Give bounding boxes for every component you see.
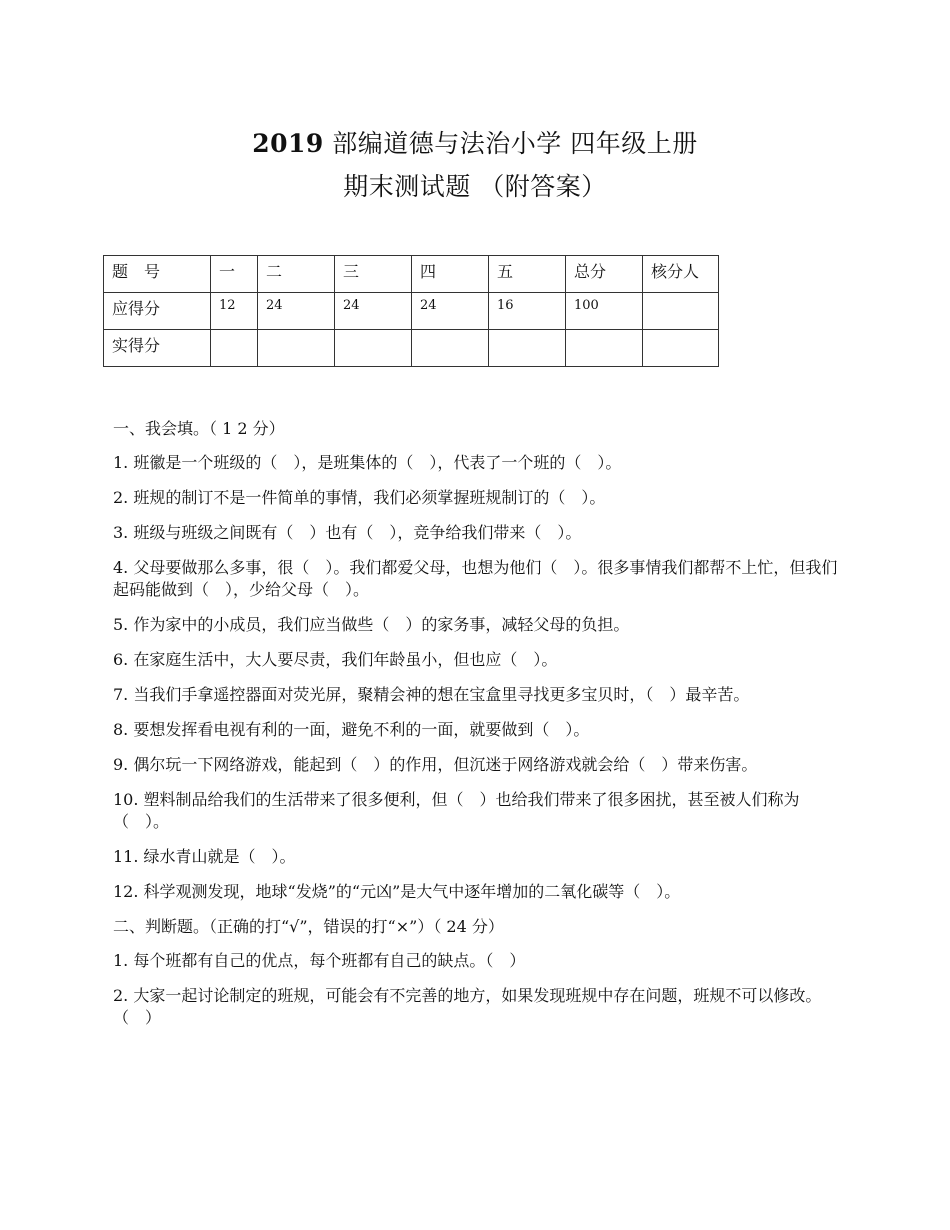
document-title <box>0 122 950 208</box>
table-row-due <box>104 293 719 330</box>
question-item: 8. 要想发挥看电视有利的一面，避免不利的一面，就要做到（ ）。 <box>113 720 590 739</box>
due-score-cell: 16 <box>489 293 566 330</box>
due-score-cell <box>643 293 719 330</box>
title-year: 2019 <box>252 129 324 158</box>
actual-score-cell <box>258 330 335 367</box>
question-item: 5. 作为家中的小成员，我们应当做些（ ）的家务事，减轻父母的负担。 <box>113 615 630 634</box>
header-cell: 二 <box>258 256 335 293</box>
exam-content <box>113 418 838 1042</box>
title-text: 部编道德与法治小学 四年级上册 <box>323 129 698 158</box>
question-item: 2. 班规的制订不是一件简单的事情，我们必须掌握班规制订的（ ）。 <box>113 488 606 507</box>
table-row-actual <box>104 330 719 367</box>
question-item: 11. 绿水青山就是（ ）。 <box>113 847 296 866</box>
section-heading-fill: 一、我会填。（ 1 2 分） <box>113 419 285 438</box>
actual-score-cell <box>489 330 566 367</box>
question-item: 7. 当我们手拿遥控器面对荧光屏，聚精会神的想在宝盒里寻找更多宝贝时，（ ）最辛苦。 <box>113 685 750 704</box>
score-table <box>103 255 719 367</box>
header-cell: 四 <box>412 256 489 293</box>
section-heading-judge: 二、判断题。（正确的打“√”，错误的打“×”）（ 24 分） <box>113 917 504 936</box>
question-item: 12. 科学观测发现，地球“发烧”的“元凶”是大气中逐年增加的二氧化碳等（ ）。 <box>113 882 681 901</box>
actual-score-cell <box>412 330 489 367</box>
row-label-due: 应得分 <box>104 293 211 330</box>
due-score-cell: 12 <box>211 293 258 330</box>
table-header-row <box>104 256 719 293</box>
actual-score-cell <box>211 330 258 367</box>
question-item: 9. 偶尔玩一下网络游戏，能起到（ ）的作用，但沉迷于网络游戏就会给（ ）带来伤害。 <box>113 755 758 774</box>
header-cell: 总分 <box>566 256 643 293</box>
row-label-actual: 实得分 <box>104 330 211 367</box>
question-item: 1. 班徽是一个班级的（ ），是班集体的（ ），代表了一个班的（ ）。 <box>113 453 622 472</box>
question-item: 6. 在家庭生活中，大人要尽责，我们年龄虽小，但也应（ ）。 <box>113 650 558 669</box>
question-item: 3. 班级与班级之间既有（ ）也有（ ），竞争给我们带来（ ）。 <box>113 523 582 542</box>
header-cell: 三 <box>335 256 412 293</box>
header-cell: 核分人 <box>643 256 719 293</box>
title-line-1 <box>0 122 950 165</box>
actual-score-cell <box>643 330 719 367</box>
due-score-cell: 100 <box>566 293 643 330</box>
header-cell: 题 号 <box>104 256 211 293</box>
question-item: 10. 塑料制品给我们的生活带来了很多便利，但（ ）也给我们带来了很多困扰，甚至被人们称为（ ）。 <box>113 790 800 831</box>
due-score-cell: 24 <box>412 293 489 330</box>
header-cell: 五 <box>489 256 566 293</box>
actual-score-cell <box>335 330 412 367</box>
question-item: 4. 父母要做那么多事，很（ ）。我们都爱父母，也想为他们（ ）。很多事情我们都帮不上忙，但我们起码能做到（ ），少给父母（ ）。 <box>113 558 838 599</box>
question-item: 2. 大家一起讨论制定的班规，可能会有不完善的地方，如果发现班规中存在问题，班规不可以修改。（ ） <box>113 986 822 1027</box>
header-cell: 一 <box>211 256 258 293</box>
question-item: 1. 每个班都有自己的优点，每个班都有自己的缺点。（ ） <box>113 951 526 970</box>
due-score-cell: 24 <box>335 293 412 330</box>
due-score-cell: 24 <box>258 293 335 330</box>
actual-score-cell <box>566 330 643 367</box>
title-line-2: 期末测试题 （附答案） <box>343 172 607 201</box>
